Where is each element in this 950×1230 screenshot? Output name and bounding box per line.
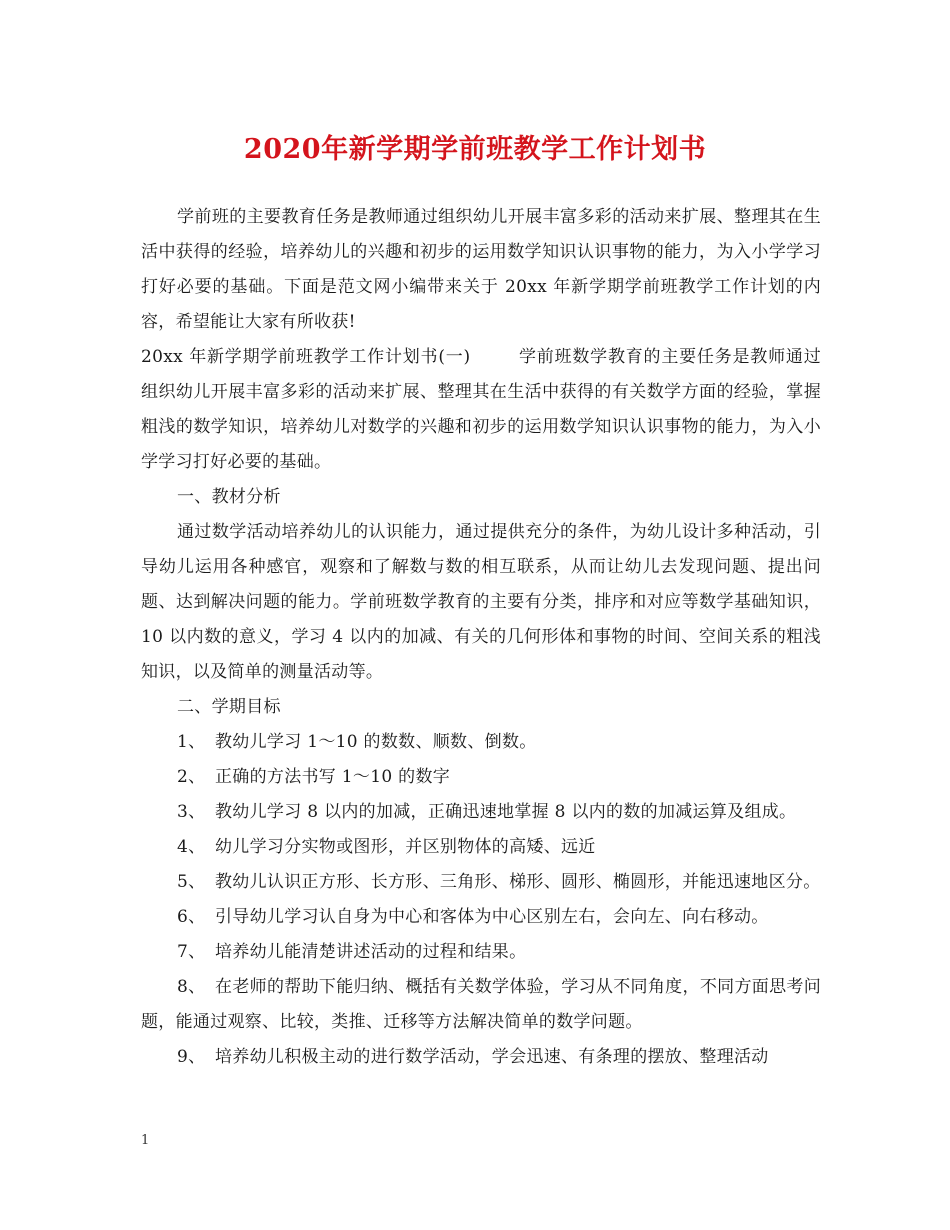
list-item-number: 8、 [177,977,206,997]
list-item-number: 2、 [177,767,206,787]
list-item [141,970,821,1040]
list-item-text: 幼儿学习分实物或图形，并区别物体的高矮、远近 [215,837,596,857]
list-item-number: 4、 [177,837,206,857]
list-item [141,760,821,795]
list-item [141,865,821,900]
list-item-text: 在老师的帮助下能归纳、概括有关数学体验，学习从不同角度，不同方面思考问题，能通过观察、比较，类推、迁移等方法解决简单的数学问题。 [141,977,821,1032]
list-item [141,830,821,865]
page-number: 1 [141,1133,150,1148]
document-body [141,200,821,1075]
list-item-number: 9、 [177,1047,206,1067]
section-text: 学前班数学教育的主要任务是教师通过组织幼儿开展丰富多彩的活动来扩展、整理其在生活中获得的有关数学方面的经验，掌握粗浅的数学知识，培养幼儿对数学的兴趣和初步的运用数学知识认识事物的能力，为入小学学习打好必要的基础。 [141,347,821,472]
list-item-text: 教幼儿学习 8 以内的加减，正确迅速地掌握 8 以内的数的加减运算及组成。 [215,802,797,822]
document-title: 2020年新学期学前班教学工作计划书 [243,134,707,165]
section-paragraph [141,340,821,480]
list-item-text: 引导幼儿学习认自身为中心和客体为中心区别左右，会向左、向右移动。 [215,907,769,927]
list-item-text: 教幼儿认识正方形、长方形、三角形、梯形、圆形、椭圆形，并能迅速地区分。 [215,872,821,892]
list-item-number: 5、 [177,872,206,892]
list-item-number: 1、 [177,732,206,752]
heading-teaching-analysis: 一、教材分析 [177,487,281,507]
list-item [141,725,821,760]
list-item-text: 培养幼儿积极主动的进行数学活动，学会迅速、有条理的摆放、整理活动 [215,1047,769,1067]
list-item-text: 教幼儿学习 1～10 的数数、顺数、倒数。 [215,732,537,752]
intro-paragraph: 学前班的主要教育任务是教师通过组织幼儿开展丰富多彩的活动来扩展、整理其在生活中获得的经验，培养幼儿的兴趣和初步的运用数学知识认识事物的能力，为入小学学习打好必要的基础。下面是范文网小编带来关于 20xx 年新学期学前班教学工作计划的内容，希望能让大家有所收获! [141,207,821,332]
list-item [141,900,821,935]
list-item-number: 6、 [177,907,206,927]
analysis-paragraph: 通过数学活动培养幼儿的认识能力，通过提供充分的条件，为幼儿设计多种活动，引导幼儿运用各种感官，观察和了解数与数的相互联系，从而让幼儿去发现问题、提出问题、达到解决问题的能力。学前班数学教育的主要有分类，排序和对应等数学基础知识，10 以内数的意义，学习 4 以内的加减、有关的几何形体和事物的时间、空间关系的粗浅知识，以及简单的测量活动等。 [141,522,821,682]
list-item [141,1040,821,1075]
list-item-text: 正确的方法书写 1～10 的数字 [215,767,451,787]
list-item-number: 7、 [177,942,206,962]
heading-semester-goals: 二、学期目标 [177,697,281,717]
list-item [141,795,821,830]
section-heading: 20xx 年新学期学前班教学工作计划书(一) [141,347,471,367]
list-item [141,935,821,970]
list-item-text: 培养幼儿能清楚讲述活动的过程和结果。 [215,942,527,962]
list-item-number: 3、 [177,802,206,822]
goals-list [141,725,821,1075]
